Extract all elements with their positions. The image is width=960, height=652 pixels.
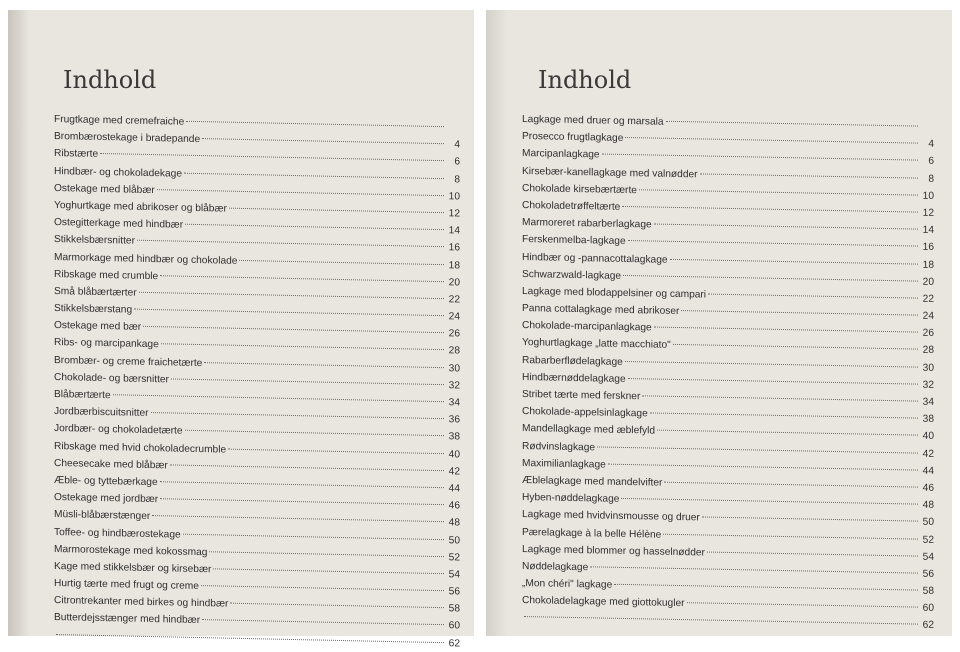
- dot-leader: [702, 517, 918, 522]
- dot-leader: [670, 258, 918, 264]
- toc-entry-page: 48: [446, 515, 460, 532]
- dot-leader: [152, 515, 444, 522]
- dot-leader: [184, 172, 444, 178]
- dot-leader: [183, 533, 444, 539]
- dot-leader: [602, 154, 918, 161]
- dot-leader: [597, 446, 918, 453]
- toc-entry-page: 28: [920, 342, 934, 359]
- toc-entry-page: 56: [446, 583, 460, 600]
- toc-entry-page: 52: [920, 531, 934, 548]
- dot-leader: [185, 430, 444, 436]
- toc-entry-page: 26: [446, 325, 460, 342]
- toc-entry-title: Butterdejsstænger med hindbær: [54, 609, 200, 629]
- toc-entry-title: Frugtkage med cremefraiche: [54, 111, 184, 131]
- dot-leader: [628, 378, 918, 385]
- toc-entry-page: 42: [920, 445, 934, 462]
- toc-entry-page: 50: [920, 514, 934, 531]
- toc-entry-title: Lagkage med blommer og hasselnødder: [522, 541, 705, 562]
- dot-leader: [185, 224, 444, 230]
- dot-leader: [708, 293, 918, 298]
- toc-entry-page: 60: [446, 618, 460, 635]
- toc-entry-title: Chokolade kirsebærtærte: [522, 180, 637, 199]
- dot-leader: [100, 153, 444, 161]
- toc-entry-page: 44: [920, 462, 934, 479]
- toc-entry-title: Marmorkage med hindbær og chokolade: [54, 249, 237, 270]
- toc-entry-title: Stikkelsbærsnitter: [54, 231, 135, 250]
- toc-entry-title: Hurtig tærte med frugt og creme: [54, 575, 199, 595]
- toc-entry-title: Nøddelagkage: [522, 558, 588, 576]
- dot-leader: [230, 603, 444, 608]
- dot-leader: [628, 240, 918, 247]
- dot-leader: [113, 394, 444, 402]
- dot-leader: [666, 121, 918, 127]
- toc-entry-title: Brombærostekage i bradepande: [54, 128, 200, 148]
- toc-entry-title: Stribet tærte med ferskner: [522, 386, 640, 405]
- toc-entry-page: 20: [446, 274, 460, 291]
- toc-entry-page: 14: [920, 222, 934, 239]
- toc-entry-title: Ostekage med blåbær: [54, 180, 155, 199]
- table-of-contents: [54, 111, 460, 652]
- dot-leader: [524, 616, 918, 625]
- toc-entry-page: 18: [446, 257, 460, 274]
- toc-entry-title: Rødvinslagkage: [522, 438, 595, 457]
- dot-leader: [228, 448, 444, 454]
- toc-entry-title: Æble- og tyttebærkage: [54, 472, 158, 491]
- dot-leader: [681, 310, 918, 316]
- toc-entry-page: 8: [920, 170, 934, 187]
- toc-entry-title: Lagkage med blodappelsiner og campari: [522, 283, 706, 304]
- toc-entry-page: 4: [920, 136, 934, 153]
- toc-entry-title: Ribskage med crumble: [54, 266, 158, 285]
- dot-leader: [700, 173, 918, 178]
- toc-entry-title: Müsli-blåbærstænger: [54, 506, 150, 525]
- toc-entry-page: 46: [446, 497, 460, 514]
- toc-entry-page: 8: [446, 171, 460, 188]
- toc-entry-title: Hyben-nøddelagkage: [522, 489, 619, 508]
- toc-entry-page: 38: [920, 411, 934, 428]
- dot-leader: [239, 259, 444, 264]
- toc-entry-title: Marcipanlagkage: [522, 145, 600, 164]
- dot-leader: [623, 275, 918, 282]
- dot-leader: [625, 361, 918, 368]
- toc-entry-page: 24: [920, 308, 934, 325]
- toc-entry-page: 16: [446, 240, 460, 257]
- dot-leader: [186, 121, 444, 127]
- toc-entry-page: 34: [920, 394, 934, 411]
- toc-entry-title: Pærelagkage à la belle Hélène: [522, 524, 661, 544]
- toc-entry-title: Chokolade-marcipanlagkage: [522, 317, 652, 337]
- toc-entry-title: Hindbær- og chokoladekage: [54, 163, 182, 183]
- dot-leader: [204, 362, 444, 368]
- dot-leader: [654, 327, 918, 333]
- toc-entry-page: 60: [920, 600, 934, 617]
- toc-entry-title: Chokolade-appelsinlagkage: [522, 403, 648, 423]
- toc-entry-title: Chokoladetrøffeltærte: [522, 197, 620, 216]
- toc-entry-page: 10: [446, 188, 460, 205]
- toc-entry-title: Små blåbærtærter: [54, 283, 137, 302]
- toc-entry-page: 18: [920, 256, 934, 273]
- toc-entry-title: Lagkage med hvidvinsmousse og druer: [522, 506, 700, 527]
- right-book-page: [486, 10, 952, 636]
- dot-leader: [707, 551, 918, 556]
- toc-entry-page: 56: [920, 566, 934, 583]
- dot-leader: [650, 413, 918, 419]
- toc-entry-page: 6: [920, 153, 934, 170]
- dot-leader: [209, 551, 444, 557]
- dot-leader: [590, 566, 918, 573]
- dot-leader: [160, 481, 444, 488]
- toc-entry-page: 46: [920, 480, 934, 497]
- toc-entry-title: Marmoreret rabarberlagkage: [522, 214, 652, 234]
- dot-leader: [170, 464, 444, 471]
- dot-leader: [639, 189, 918, 195]
- dot-leader: [608, 463, 918, 470]
- dot-leader: [622, 206, 918, 213]
- dot-leader: [664, 482, 918, 488]
- toc-entry-page: 58: [920, 583, 934, 600]
- toc-entry-page: 36: [446, 411, 460, 428]
- dot-leader: [614, 584, 918, 591]
- dot-leader: [134, 309, 444, 316]
- dot-leader: [202, 620, 444, 626]
- toc-entry-title: Hindbær og -pannacottalagkage: [522, 249, 668, 269]
- dot-leader: [621, 498, 918, 505]
- toc-entry-title: Mandellagkage med æblefyld: [522, 420, 655, 440]
- dot-leader: [229, 208, 444, 214]
- toc-entry-page: 14: [446, 222, 460, 239]
- toc-entry-page: 28: [446, 343, 460, 360]
- toc-entry-title: Rabarberflødelagkage: [522, 352, 623, 371]
- toc-entry-title: Ribstærte: [54, 145, 98, 163]
- toc-entry-page: 50: [446, 532, 460, 549]
- dot-leader: [161, 344, 444, 351]
- page-title: Indhold: [63, 66, 156, 94]
- toc-entry-page: 44: [446, 480, 460, 497]
- toc-entry-title: Yoghurtkage med abrikoser og blåbær: [54, 197, 227, 218]
- dot-leader: [687, 602, 918, 607]
- toc-entry-title: Ostekage med jordbær: [54, 489, 158, 508]
- toc-entry-page: 20: [920, 273, 934, 290]
- toc-entry-page: 40: [920, 428, 934, 445]
- toc-entry-page: 32: [446, 377, 460, 394]
- toc-entry-title: „Mon chéri" lagkage: [522, 575, 612, 594]
- dot-leader: [160, 498, 444, 505]
- toc-entry-title: Ribs- og marcipankage: [54, 334, 159, 353]
- toc-entry-page: 62: [920, 617, 934, 634]
- dot-leader: [171, 378, 444, 385]
- toc-entry-title: Marmorostekage med kokossmag: [54, 541, 207, 561]
- toc-entry-page: 32: [920, 376, 934, 393]
- toc-entry-title: Blåbærtærte: [54, 386, 111, 404]
- toc-entry-title: Ostegitterkage med hindbær: [54, 214, 183, 234]
- toc-entry-page: 12: [446, 205, 460, 222]
- page-title: Indhold: [538, 66, 631, 94]
- toc-entry-title: Kage med stikkelsbær og kirsebær: [54, 558, 211, 579]
- toc-entry-title: Æblelagkage med mandelvifter: [522, 472, 662, 492]
- dot-leader: [663, 533, 918, 539]
- toc-entry-title: Kirsebær-kanellagkage med valnødder: [522, 163, 698, 184]
- toc-entry-page: 42: [446, 463, 460, 480]
- toc-entry-page: 26: [920, 325, 934, 342]
- toc-entry-page: 40: [446, 446, 460, 463]
- toc-entry-title: Maximilianlagkage: [522, 455, 606, 474]
- toc-entry-page: 30: [920, 359, 934, 376]
- toc-entry-title: Panna cottalagkage med abrikoser: [522, 300, 679, 320]
- dot-leader: [151, 412, 444, 419]
- toc-entry-page: 12: [920, 205, 934, 222]
- toc-entry-page: 54: [920, 548, 934, 565]
- toc-entry-title: Cheesecake med blåbær: [54, 455, 168, 475]
- toc-entry-page: 48: [920, 497, 934, 514]
- toc-entry-title: Stikkelsbærstang: [54, 300, 132, 319]
- toc-entry-page: 34: [446, 394, 460, 411]
- toc-entry-title: Chokoladelagkage med giottokugler: [522, 592, 685, 612]
- toc-entry-title: Schwarzwald-lagkage: [522, 266, 621, 285]
- toc-entry-page: 52: [446, 549, 460, 566]
- dot-leader: [654, 224, 918, 230]
- toc-entry-title: Chokolade- og bærsnitter: [54, 369, 169, 389]
- toc-entry-page: 38: [446, 429, 460, 446]
- dot-leader: [213, 568, 444, 574]
- dot-leader: [625, 137, 918, 144]
- dot-leader: [56, 634, 444, 643]
- dot-leader: [157, 189, 444, 196]
- toc-entry-page: 4: [446, 136, 460, 153]
- toc-entry-page: 54: [446, 566, 460, 583]
- toc-entry-page: 24: [446, 308, 460, 325]
- toc-entry-title: Hindbærnøddelagkage: [522, 369, 626, 388]
- dot-leader: [673, 344, 918, 350]
- dot-leader: [137, 240, 444, 247]
- toc-entry-title: Citrontrekanter med birkes og hindbær: [54, 592, 228, 613]
- dot-leader: [642, 395, 918, 401]
- toc-entry-page: 16: [920, 239, 934, 256]
- table-of-contents: [522, 111, 934, 635]
- toc-entry-page: 62: [446, 635, 460, 652]
- toc-entry-title: Jordbærbiscuitsnitter: [54, 403, 149, 422]
- toc-entry-title: Ferskenmelba-lagkage: [522, 231, 626, 250]
- toc-entry-title: Jordbær- og chokoladetærte: [54, 420, 183, 440]
- dot-leader: [657, 430, 918, 436]
- dot-leader: [139, 292, 444, 299]
- toc-entry-title: Toffee- og hindbærostekage: [54, 524, 181, 544]
- dot-leader: [201, 585, 444, 591]
- dot-leader: [202, 138, 444, 144]
- toc-entry-page: 22: [920, 291, 934, 308]
- dot-leader: [143, 326, 444, 333]
- toc-entry-page: 22: [446, 291, 460, 308]
- toc-entry-page: 6: [446, 154, 460, 171]
- toc-entry-title: Brombær- og creme fraichetærte: [54, 352, 202, 372]
- toc-entry-title: Ribskage med hvid chokoladecrumble: [54, 438, 226, 459]
- toc-entry-title: Yoghurtlagkage „latte macchiato": [522, 334, 671, 354]
- toc-entry-page: 30: [446, 360, 460, 377]
- toc-entry-title: Ostekage med bær: [54, 317, 141, 336]
- toc-entry-page: 58: [446, 600, 460, 617]
- toc-entry-title: Prosecco frugtlagkage: [522, 128, 623, 147]
- dot-leader: [160, 275, 444, 282]
- toc-entry-title: Lagkage med druer og marsala: [522, 111, 664, 131]
- left-book-page: [8, 10, 474, 636]
- toc-entry-page: 10: [920, 187, 934, 204]
